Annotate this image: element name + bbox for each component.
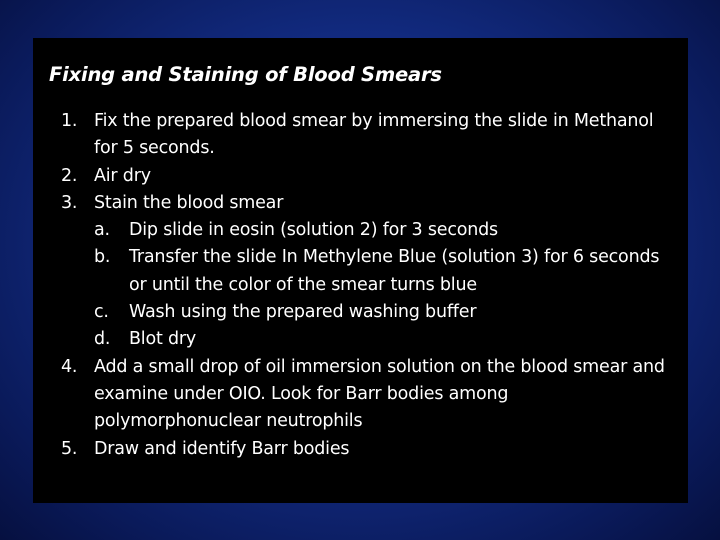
step-text: Stain the blood smear xyxy=(94,192,284,213)
step-number: 3. xyxy=(61,192,78,213)
slide-content-panel xyxy=(33,38,688,503)
step-text: Fix the prepared blood smear by immersing the slide in Methanol for 5 seconds. xyxy=(94,111,654,159)
step-number: 2. xyxy=(61,165,78,186)
substep-letter: d. xyxy=(94,329,111,350)
step-item xyxy=(49,108,674,163)
procedure-steps-list xyxy=(49,108,674,463)
step-item xyxy=(49,190,674,354)
slide-title: Fixing and Staining of Blood Smears xyxy=(49,63,442,86)
step-item xyxy=(49,163,674,190)
substep-letter: b. xyxy=(94,247,111,268)
substep-item xyxy=(94,217,674,244)
substep-text: Blot dry xyxy=(129,329,197,350)
substep-letter: a. xyxy=(94,220,110,241)
substeps-list xyxy=(94,217,674,353)
step-item xyxy=(49,354,674,436)
substep-item xyxy=(94,244,674,299)
step-text: Add a small drop of oil immersion solution on the blood smear and examine under OIO. Look for Barr bodies among polymorphonuclear neutrophils xyxy=(94,356,665,432)
substep-letter: c. xyxy=(94,302,109,323)
step-text: Draw and identify Barr bodies xyxy=(94,438,350,459)
step-number: 1. xyxy=(61,111,78,131)
substep-text: Transfer the slide In Methylene Blue (solution 3) for 6 seconds or until the color of the smear turns blue xyxy=(129,247,660,295)
step-number: 4. xyxy=(61,356,78,377)
step-text: Air dry xyxy=(94,165,151,186)
substep-text: Dip slide in eosin (solution 2) for 3 seconds xyxy=(129,220,498,241)
substep-item xyxy=(94,326,674,353)
step-content xyxy=(94,190,674,354)
substep-item xyxy=(94,299,674,326)
step-number: 5. xyxy=(61,438,78,459)
step-item xyxy=(49,436,674,463)
substep-text: Wash using the prepared washing buffer xyxy=(129,302,477,323)
